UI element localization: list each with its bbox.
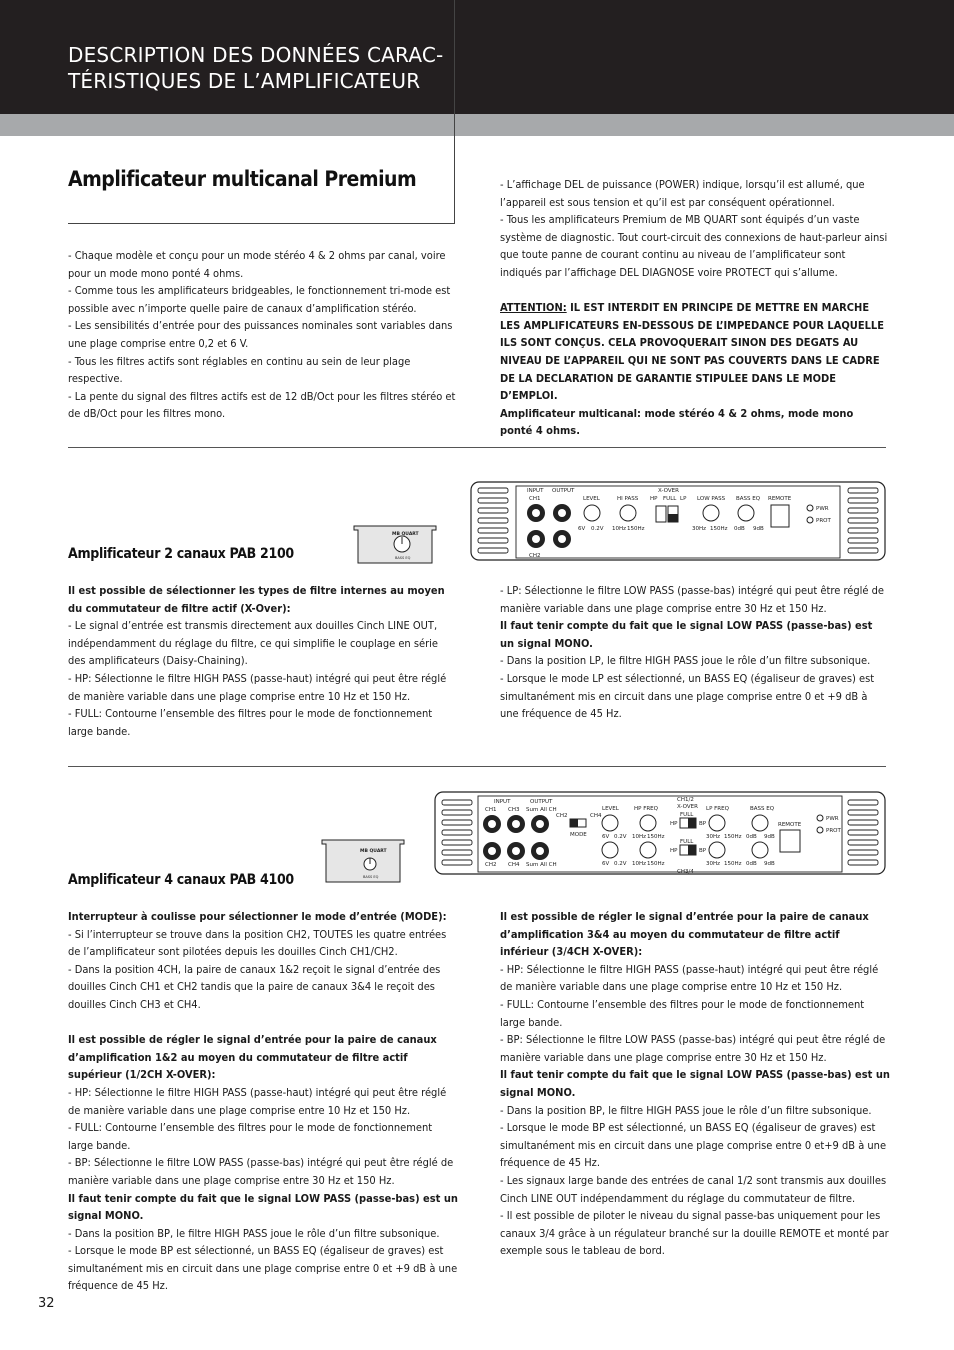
- paragraph: - Les sensibilités d’entrée pour des puissances nominales sont variables dans une plage comprise entre 0,2 et 6 V.: [68, 319, 453, 350]
- panel-label: FULL: [680, 839, 694, 845]
- paragraph: - Lorsque le mode LP est sélectionné, un BASS EQ (égaliseur de graves) est simultanément mis en circuit dans une plage comprise entre 0 et +9 dB à une fréquence de 45 Hz.: [500, 671, 875, 721]
- grey-band: [0, 114, 954, 136]
- knob-label: BASS EQ: [395, 556, 411, 560]
- paragraph: - FULL: Contourne l’ensemble des filtres pour le mode de fonctionnement large bande.: [500, 997, 865, 1029]
- page-title-line-1: DESCRIPTION DES DONNÉES CARAC-: [68, 43, 444, 67]
- paragraph: - BP: Sélectionne le filtre LOW PASS (passe-bas) intégré qui peut être réglé de manière variable dans une plage comprise entre 30 Hz et 150 Hz.: [500, 1033, 886, 1064]
- paragraph-bold: Il faut tenir compte du fait que le signal LOW PASS (passe-bas) est un signal MONO.: [68, 1191, 458, 1223]
- panel-label: 0.2V: [591, 526, 604, 532]
- paragraph-bold: Il est possible de régler le signal d’entrée pour la paire de canaux d’amplification 1&2 au moyen du commutateur de filtre actif supérieur (1/2CH X-OVER):: [68, 1033, 437, 1082]
- paragraph: - L’affichage DEL de puissance (POWER) indique, lorsqu’il est allumé, que l’appareil est sous tension et qu’il est par conséquent opérationnel.: [500, 178, 865, 209]
- spacer: [500, 282, 888, 300]
- paragraph: - Il est possible de piloter le niveau du signal passe-bas uniquement pour les canaux 3/4 grâce à un régulateur branché sur la douille REMOTE et monté par exemple sous le tableau de bord.: [500, 1209, 889, 1258]
- panel-label: PWR: [816, 506, 829, 512]
- paragraph-bold: Il est possible de régler le signal d’entrée pour la paire de canaux d’amplification 3&4 au moyen du commutateur de filtre actif inférieur (3/4CH X-OVER):: [500, 910, 869, 959]
- panel-label: FULL: [680, 812, 694, 818]
- paragraph: - Le signal d’entrée est transmis directement aux douilles Cinch LINE OUT, indépendamment du réglage du filtre, ce qui simplifie le couplage en série des amplificateurs (Daisy-Chaining).: [68, 619, 439, 668]
- attention-label: ATTENTION:: [500, 301, 567, 315]
- section-rule: [68, 766, 886, 767]
- panel-label: INPUT: [494, 799, 511, 805]
- paragraph: - HP: Sélectionne le filtre HIGH PASS (passe-haut) intégré qui peut être réglé de manière variable dans une plage comprise entre 10 Hz et 150 Hz.: [500, 962, 879, 994]
- panel-label: CH3/4: [677, 869, 694, 875]
- paragraph: - HP: Sélectionne le filtre HIGH PASS (passe-haut) intégré qui peut être réglé de manière variable dans une plage comprise entre 10 Hz et 150 Hz.: [68, 1085, 447, 1117]
- panel-label: X-OVER: [658, 488, 679, 494]
- page-title: [68, 42, 468, 94]
- pab2100-remote-knob: [352, 522, 438, 565]
- panel-label: 30Hz: [692, 526, 707, 532]
- panel-label: 0.2V: [614, 834, 627, 840]
- knob-logo: MB QUART: [392, 532, 419, 537]
- paragraph: - Lorsque le mode BP est sélectionné, un BASS EQ (égaliseur de graves) est simultanément mis en circuit dans une plage comprise entre 0 et+9 dB à une fréquence de 45 Hz.: [500, 1121, 887, 1170]
- paragraph: - LP: Sélectionne le filtre LOW PASS (passe-bas) intégré qui peut être réglé de manière variable dans une plage comprise entre 30 Hz et 150 Hz.: [500, 584, 884, 615]
- panel-label: HP: [670, 848, 678, 854]
- paragraph-bold: Il faut tenir compte du fait que le signal LOW PASS (passe-bas) est un signal MONO.: [500, 1068, 890, 1099]
- page-title-line-2: TÉRISTIQUES DE L’AMPLIFICATEUR: [68, 69, 421, 93]
- panel-label: HP FREQ: [634, 806, 658, 812]
- panel-label: OUTPUT: [552, 488, 575, 494]
- panel-label: MODE: [570, 832, 587, 838]
- attention-paragraph: [500, 299, 888, 405]
- section-heading-premium: Amplificateur multicanal Premium: [68, 167, 417, 191]
- panel-label: PROT: [816, 518, 831, 524]
- paragraph: - FULL: Contourne l’ensemble des filtres pour le mode de fonctionnement large bande.: [68, 707, 433, 738]
- panel-label: BASS EQ: [750, 806, 775, 812]
- panel-label: 6V: [602, 861, 610, 867]
- section-heading-pab2100: Amplificateur 2 canaux PAB 2100: [68, 546, 294, 562]
- panel-label: REMOTE: [778, 822, 802, 828]
- panel-label: LEVEL: [583, 496, 600, 502]
- panel-label: BP: [699, 821, 707, 827]
- panel-label: CH2: [529, 553, 541, 559]
- panel-label: OUTPUT: [530, 799, 553, 805]
- panel-label: PWR: [826, 816, 839, 822]
- panel-label: CH3: [508, 807, 520, 813]
- paragraph-bold: Il faut tenir compte du fait que le signal LOW PASS (passe-bas) est un signal MONO.: [500, 619, 873, 650]
- panel-label: HP: [650, 496, 658, 502]
- panel-label: CH2: [485, 862, 497, 868]
- panel-label: CH1: [529, 496, 541, 502]
- panel-label: CH4: [590, 813, 602, 819]
- panel-label: LP FREQ: [706, 806, 729, 812]
- premium-right-column: [500, 176, 888, 440]
- pab2100-panel-drawing: [470, 480, 886, 562]
- panel-label: 0dB: [734, 526, 745, 532]
- paragraph: - Comme tous les amplificateurs bridgeables, le fonctionnement tri-mode est possible avec n’importe quelle paire de canaux d’amplification stéréo.: [68, 284, 451, 315]
- pab4100-panel: [434, 790, 886, 876]
- paragraph: - Si l’interrupteur se trouve dans la position CH2, TOUTES les quatre entrées de l’amplificateur sont pilotées depuis les douilles Cinch CH1/CH2.: [68, 927, 447, 959]
- panel-label: LP: [680, 496, 687, 502]
- panel-label: 6V: [578, 526, 586, 532]
- premium-left-column: [68, 247, 458, 423]
- panel-label: 9dB: [764, 834, 775, 840]
- panel-label: REMOTE: [768, 496, 792, 502]
- panel-label: LOW PASS: [697, 496, 726, 502]
- panel-label: BP: [699, 848, 707, 854]
- paragraph: - FULL: Contourne l’ensemble des filtres pour le mode de fonctionnement large bande.: [68, 1121, 433, 1152]
- pab4100-panel-drawing: [434, 790, 886, 876]
- panel-label: 30Hz: [706, 861, 721, 867]
- spacer: [68, 1014, 460, 1032]
- knob-logo: MB QUART: [360, 849, 387, 854]
- panel-label: 9dB: [764, 861, 775, 867]
- pab4100-left-column: [68, 908, 460, 1295]
- panel-label: FULL: [663, 496, 677, 502]
- paragraph: - BP: Sélectionne le filtre LOW PASS (passe-bas) intégré qui peut être réglé de manière variable dans une plage comprise entre 30 Hz et 150 Hz.: [68, 1156, 454, 1187]
- panel-label: Sum All CH: [526, 807, 557, 813]
- panel-label: HI PASS: [617, 496, 639, 502]
- panel-label: CH2: [556, 813, 568, 819]
- remote-knob-drawing: [320, 836, 406, 884]
- paragraph: - Dans la position BP, le filtre HIGH PASS joue le rôle d’un filtre subsonique.: [68, 1226, 440, 1240]
- paragraph-bold: Interrupteur à coulisse pour sélectionner le mode d’entrée (MODE):: [68, 910, 447, 923]
- paragraph: - Chaque modèle et conçu pour un mode stéréo 4 & 2 ohms par canal, voire pour un mode mono ponté 4 ohms.: [68, 249, 446, 280]
- section-rule: [68, 447, 886, 448]
- paragraph: - La pente du signal des filtres actifs est de 12 dB/Oct pour les filtres stéréo et de dB/Oct pour les filtres mono.: [68, 389, 456, 421]
- knob-label: BASS EQ: [363, 875, 379, 879]
- paragraph: - Lorsque le mode BP est sélectionné, un BASS EQ (égaliseur de graves) est simultanément mis en circuit dans une plage comprise entre 0 et +9 dB à une fréquence de 45 Hz.: [68, 1244, 458, 1293]
- panel-label: INPUT: [527, 488, 544, 494]
- panel-label: Sum All CH: [526, 862, 557, 868]
- panel-label: 150Hz: [724, 834, 742, 840]
- pab2100-right-column: [500, 582, 888, 723]
- paragraph: - Dans la position LP, le filtre HIGH PASS joue le rôle d’un filtre subsonique.: [500, 654, 871, 668]
- panel-label: 0.2V: [614, 861, 627, 867]
- section-heading-pab4100: Amplificateur 4 canaux PAB 4100: [68, 872, 294, 888]
- panel-label: 30Hz: [706, 834, 721, 840]
- attention-text: IL EST INTERDIT EN PRINCIPE DE METTRE EN MARCHE LES AMPLIFICATEURS EN-DESSOUS DE L’IMPEDANCE POUR LAQUELLE ILS SONT CONÇUS. CELA PROVOQUERAIT SINON DES DEGATS AU NIVEAU DE L’APPAREIL QUI NE SONT PAS COUVERTS DANS LE CADRE DE LA DECLARATION DE GARANTIE STIPULEE DANS LE MODE D’EMPLOI.: [500, 301, 884, 403]
- heading-underline: [68, 223, 455, 224]
- panel-label: 10Hz: [632, 834, 647, 840]
- panel-label: 150Hz: [647, 834, 665, 840]
- panel-label: 10Hz: [612, 526, 627, 532]
- paragraph: - Tous les filtres actifs sont réglables en continu au sein de leur plage respective.: [68, 354, 411, 386]
- panel-label: HP: [670, 821, 678, 827]
- paragraph: - Dans la position 4CH, la paire de canaux 1&2 reçoit le signal d’entrée des douilles Cinch CH1 et CH2 tandis que la paire de canaux 3&4 le reçoit des douilles Cinch CH3 et CH4.: [68, 962, 441, 1011]
- panel-label: LEVEL: [602, 806, 619, 812]
- paragraph: - Les signaux large bande des entrées de canal 1/2 sont transmis aux douilles Cinch LINE OUT indépendamment du réglage du commutateur de filtre.: [500, 1173, 887, 1205]
- header-divider-vertical: [454, 0, 455, 224]
- paragraph: - Tous les amplificateurs Premium de MB QUART sont équipés d’un vaste système de diagnostic. Tout court-circuit des connexions de haut-parleur ainsi que toute panne de courant continu au niveau de l’amplificateur sont indiqués par l’affichage DEL DIAGNOSE voire PROTECT qui s’allume.: [500, 213, 888, 279]
- remote-knob-drawing: [352, 522, 438, 565]
- panel-label: PROT: [826, 828, 841, 834]
- panel-label: BASS EQ: [736, 496, 761, 502]
- panel-label: X-OVER: [677, 804, 698, 810]
- panel-label: 6V: [602, 834, 610, 840]
- panel-label: CH4: [508, 862, 520, 868]
- pab4100-remote-knob: [320, 836, 406, 884]
- pab4100-right-column: [500, 908, 890, 1260]
- panel-label: 9dB: [753, 526, 764, 532]
- panel-label: CH1: [485, 807, 497, 813]
- page-number: 32: [38, 1296, 55, 1311]
- pab2100-left-column: [68, 582, 458, 740]
- panel-label: 150Hz: [647, 861, 665, 867]
- panel-label: 150Hz: [724, 861, 742, 867]
- paragraph: - Dans la position BP, le filtre HIGH PASS joue le rôle d’un filtre subsonique.: [500, 1103, 872, 1117]
- attention-note: Amplificateur multicanal: mode stéréo 4 & 2 ohms, mode mono ponté 4 ohms.: [500, 406, 854, 438]
- paragraph-bold: Il est possible de sélectionner les types de filtre internes au moyen du commutateur de filtre actif (X-Over):: [68, 584, 445, 615]
- panel-label: 10Hz: [632, 861, 647, 867]
- panel-label: 150Hz: [627, 526, 645, 532]
- panel-label: CH1/2: [677, 797, 694, 803]
- paragraph: - HP: Sélectionne le filtre HIGH PASS (passe-haut) intégré qui peut être réglé de manière variable dans une plage comprise entre 10 Hz et 150 Hz.: [68, 671, 447, 703]
- panel-label: 0dB: [746, 834, 757, 840]
- pab2100-panel: [470, 480, 886, 562]
- panel-label: 0dB: [746, 861, 757, 867]
- panel-label: 150Hz: [710, 526, 728, 532]
